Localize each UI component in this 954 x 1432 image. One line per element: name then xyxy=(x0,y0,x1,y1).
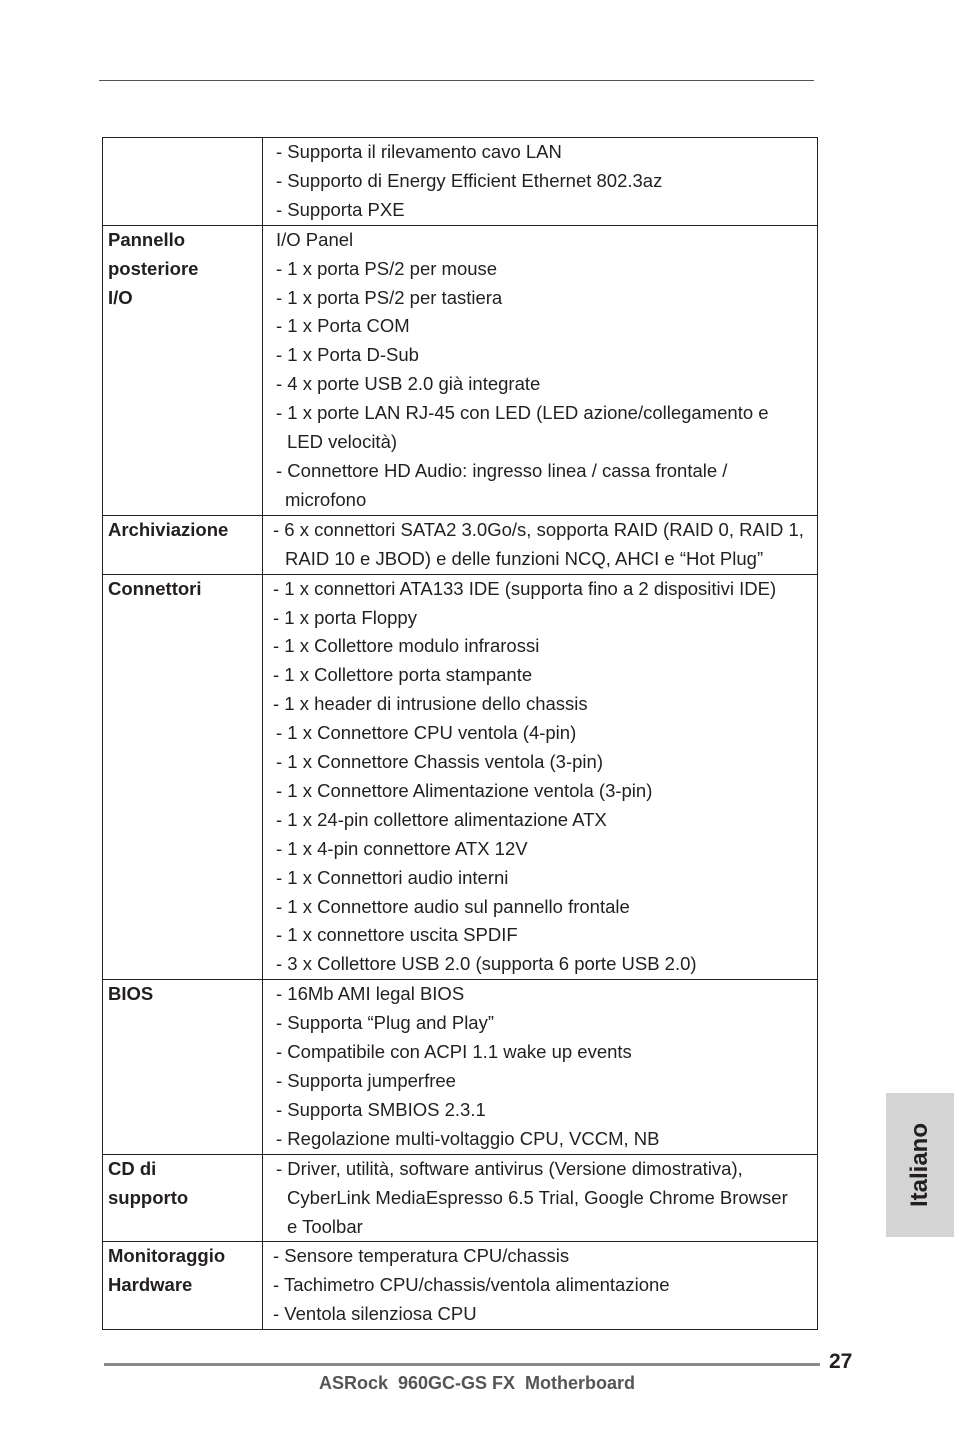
spec-content-cell xyxy=(263,138,818,226)
spec-line: - 1 x Porta D-Sub xyxy=(276,344,419,366)
spec-row xyxy=(103,138,818,226)
spec-table-body xyxy=(103,138,818,1330)
spec-line: - 3 x Collettore USB 2.0 (supporta 6 porte USB 2.0) xyxy=(276,953,697,975)
spec-label-cell xyxy=(103,1242,263,1330)
spec-label-line: Archiviazione xyxy=(108,518,229,540)
spec-line: - 1 x 4-pin connettore ATX 12V xyxy=(276,837,528,859)
spec-content-cell xyxy=(263,515,818,574)
spec-row xyxy=(103,980,818,1154)
spec-content-cell xyxy=(263,225,818,515)
bottom-rule xyxy=(104,1363,820,1366)
spec-line: - Supporta PXE xyxy=(276,198,405,220)
spec-label-cell xyxy=(103,225,263,515)
spec-line: - 1 x Porta COM xyxy=(276,315,410,337)
spec-line: - Connettore HD Audio: ingresso linea / cassa frontale / xyxy=(276,459,728,481)
spec-line: - 1 x header di intrusione dello chassis xyxy=(273,693,588,715)
spec-label-line: I/O xyxy=(108,286,133,308)
spec-line: - Supporta SMBIOS 2.3.1 xyxy=(276,1098,486,1120)
spec-line: - 16Mb AMI legal BIOS xyxy=(276,983,465,1005)
spec-line: - 1 x porte LAN RJ-45 con LED (LED azione/collegamento e xyxy=(276,402,769,424)
spec-line: - 1 x Collettore porta stampante xyxy=(273,664,533,686)
spec-line: RAID 10 e JBOD) e delle funzioni NCQ, AHCI e “Hot Plug” xyxy=(285,547,764,569)
spec-label-line: supporto xyxy=(108,1186,189,1208)
spec-row xyxy=(103,225,818,515)
spec-row xyxy=(103,1242,818,1330)
spec-line: - Compatibile con ACPI 1.1 wake up events xyxy=(276,1041,632,1063)
spec-line: - Ventola silenziosa CPU xyxy=(273,1303,477,1325)
spec-line: - 1 x porta PS/2 per tastiera xyxy=(276,286,503,308)
spec-line: e Toolbar xyxy=(287,1215,363,1237)
spec-line: - 1 x Collettore modulo infrarossi xyxy=(273,635,540,657)
spec-line: - 1 x Connettore Alimentazione ventola (3-pin) xyxy=(276,779,653,801)
spec-label-cell xyxy=(103,980,263,1154)
spec-line: - Supporta jumperfree xyxy=(276,1070,456,1091)
spec-label-cell xyxy=(103,1154,263,1242)
spec-content-cell xyxy=(263,1242,818,1330)
spec-label-line: Hardware xyxy=(108,1274,193,1296)
spec-content-cell xyxy=(263,574,818,980)
spec-line: CyberLink MediaEspresso 6.5 Trial, Google Chrome Browser xyxy=(287,1186,788,1208)
spec-line: - Supporta il rilevamento cavo LAN xyxy=(276,141,562,162)
language-tab-label: Italiano xyxy=(906,1122,934,1208)
spec-line: LED velocità) xyxy=(287,431,398,453)
spec-line: - 1 x 24-pin collettore alimentazione ATX xyxy=(276,808,607,830)
spec-label-cell xyxy=(103,138,263,226)
spec-label-line: Pannello xyxy=(108,228,186,250)
spec-line: - 1 x porta Floppy xyxy=(273,606,417,628)
spec-line: - 1 x connettore uscita SPDIF xyxy=(276,924,518,946)
spec-row xyxy=(103,1154,818,1242)
spec-line: - Supporta “Plug and Play” xyxy=(276,1012,495,1034)
language-tab xyxy=(886,1093,954,1237)
spec-content-cell xyxy=(263,1154,818,1242)
spec-line: - Sensore temperatura CPU/chassis xyxy=(273,1245,570,1267)
spec-line: microfono xyxy=(285,488,367,510)
top-rule xyxy=(99,80,814,81)
spec-line: - 1 x Connettori audio interni xyxy=(276,866,509,888)
footer-title: ASRock 960GC-GS FX Motherboard xyxy=(318,1373,636,1393)
spec-line: - Driver, utilità, software antivirus (Versione dimostrativa), xyxy=(276,1157,743,1179)
spec-label-cell xyxy=(103,515,263,574)
spec-label-line: Monitoraggio xyxy=(108,1245,226,1267)
spec-label-cell xyxy=(103,574,263,980)
spec-line: - Supporto di Energy Efficient Ethernet 802.3az xyxy=(276,169,663,191)
spec-label-line: Connettori xyxy=(108,577,202,599)
spec-line: - 6 x connettori SATA2 3.0Go/s, sopporta RAID (RAID 0, RAID 1, xyxy=(273,518,804,540)
spec-line: - 1 x Connettore Chassis ventola (3-pin) xyxy=(276,751,603,773)
spec-line: - Regolazione multi-voltaggio CPU, VCCM, NB xyxy=(276,1127,660,1149)
spec-row xyxy=(103,574,818,980)
spec-label-line: posteriore xyxy=(108,257,199,279)
spec-line: - 1 x Connettore CPU ventola (4-pin) xyxy=(276,722,577,744)
spec-line: - 1 x porta PS/2 per mouse xyxy=(276,257,498,279)
spec-line: - 1 x Connettore audio sul pannello frontale xyxy=(276,895,630,917)
spec-label-line: CD di xyxy=(108,1157,157,1179)
spec-line: I/O Panel xyxy=(276,228,354,250)
spec-content-cell xyxy=(263,980,818,1154)
spec-line: - Tachimetro CPU/chassis/ventola alimentazione xyxy=(273,1274,670,1296)
spec-label-line: BIOS xyxy=(108,983,154,1005)
spec-line: - 1 x connettori ATA133 IDE (supporta fino a 2 dispositivi IDE) xyxy=(273,577,777,599)
spec-line: - 4 x porte USB 2.0 già integrate xyxy=(276,373,541,395)
spec-row xyxy=(103,515,818,574)
spec-table xyxy=(102,137,818,1330)
page-number: 27 xyxy=(829,1350,853,1373)
